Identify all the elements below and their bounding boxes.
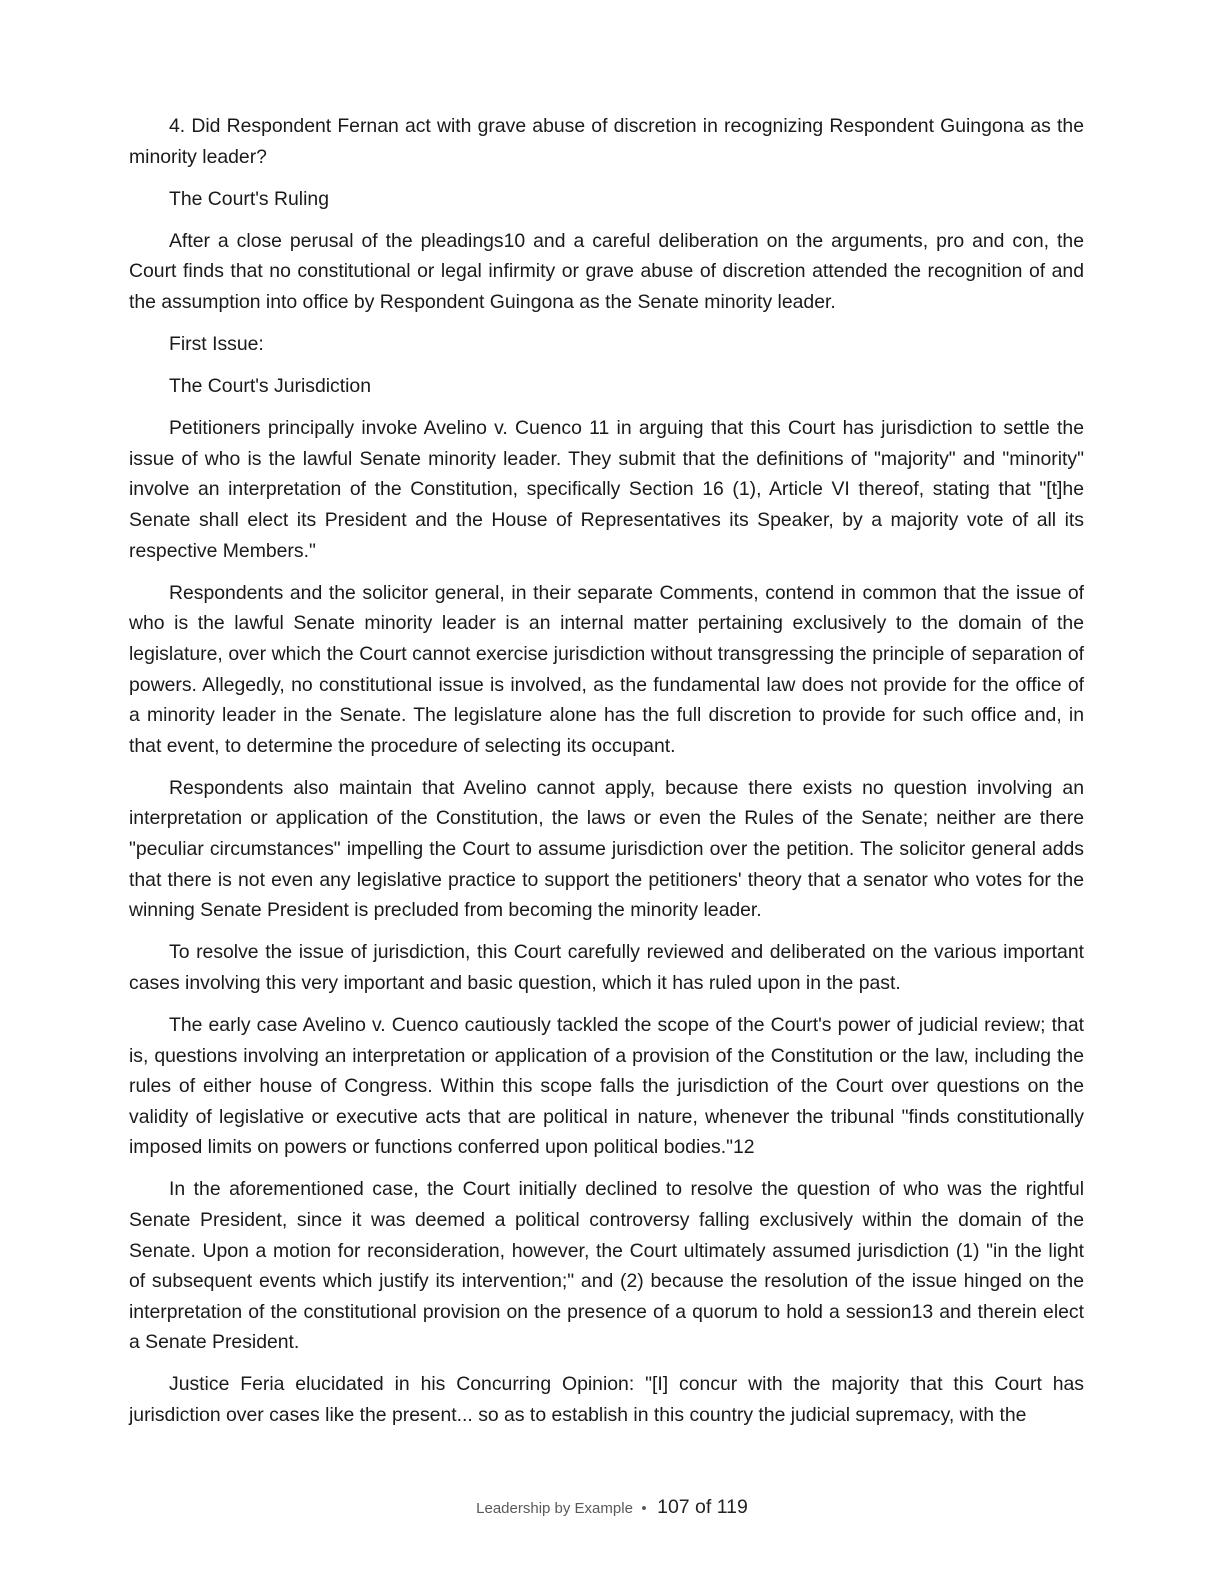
section-heading-jurisdiction: The Court's Jurisdiction <box>169 375 371 398</box>
document-body <box>129 111 1084 1442</box>
body-paragraph: In the aforementioned case, the Court initially declined to resolve the question of who was the rightful Senate President, since it was deemed a political controversy falling exclusively within the domain of the Senate. Upon a motion for reconsideration, however, the Court ultimately assumed jurisdiction (1) "in the light of subsequent events which justify its intervention;" and (2) because the resolution of the issue hinged on the interpretation of the constitutional provision on the presence of a quorum to hold a session13 and therein elect a Senate President. <box>129 1178 1084 1354</box>
section-heading-first-issue: First Issue: <box>169 333 264 356</box>
body-paragraph: Respondents also maintain that Avelino cannot apply, because there exists no question involving an interpretation or application of the Constitution, the laws or even the Rules of the Senate; neither are there "peculiar circumstances" impelling the Court to assume jurisdiction over the petition. The solicitor general adds that there is not even any legislative practice to support the petitioners' theory that a senator who votes for the winning Senate President is precluded from becoming the minority leader. <box>129 776 1084 922</box>
question-4-paragraph: 4. Did Respondent Fernan act with grave abuse of discretion in recognizing Respondent Guingona as the minority leader? <box>129 115 1084 168</box>
body-paragraph: To resolve the issue of jurisdiction, this Court carefully reviewed and deliberated on the various important cases involving this very important and basic question, which it has ruled upon in the past. <box>129 941 1084 994</box>
footer-bullet-separator: • <box>641 1500 647 1517</box>
page-number: 107 of 119 <box>657 1496 748 1518</box>
body-paragraph: Respondents and the solicitor general, in their separate Comments, contend in common that the issue of who is the lawful Senate minority leader is an internal matter pertaining exclusively to the domain of the legislature, over which the Court cannot exercise jurisdiction without transgressing the principle of separation of powers. Allegedly, no constitutional issue is involved, as the fundamental law does not provide for the office of a minority leader in the Senate. The legislature alone has the full discretion to provide for such office and, in that event, to determine the procedure of selecting its occupant. <box>129 581 1084 757</box>
body-paragraph: Justice Feria elucidated in his Concurring Opinion: "[I] concur with the majority that this Court has jurisdiction over cases like the present... so as to establish in this country the judicial supremacy, with the <box>129 1373 1084 1427</box>
page-footer <box>0 1496 1224 1519</box>
body-paragraph: Petitioners principally invoke Avelino v. Cuenco 11 in arguing that this Court has jurisdiction to settle the issue of who is the lawful Senate minority leader. They submit that the definitions of "majority" and "minority" involve an interpretation of the Constitution, specifically Section 16 (1), Article VI thereof, stating that "[t]he Senate shall elect its President and the House of Representatives its Speaker, by a majority vote of all its respective Members." <box>129 417 1084 562</box>
footer-document-title: Leadership by Example <box>476 1500 633 1517</box>
section-heading-courts-ruling: The Court's Ruling <box>169 187 329 210</box>
body-paragraph: The early case Avelino v. Cuenco cautiously tackled the scope of the Court's power of judicial review; that is, questions involving an interpretation or application of a provision of the Constitution or the law, including the rules of either house of Congress. Within this scope falls the jurisdiction of the Court over questions on the validity of legislative or executive acts that are political in nature, whenever the tribunal "finds constitutionally imposed limits on powers or functions conferred upon political bodies."12 <box>129 1013 1084 1159</box>
body-paragraph: After a close perusal of the pleadings10 and a careful deliberation on the arguments, pro and con, the Court finds that no constitutional or legal infirmity or grave abuse of discretion attended the recognition of and the assumption into office by Respondent Guingona as the Senate minority leader. <box>129 229 1084 313</box>
